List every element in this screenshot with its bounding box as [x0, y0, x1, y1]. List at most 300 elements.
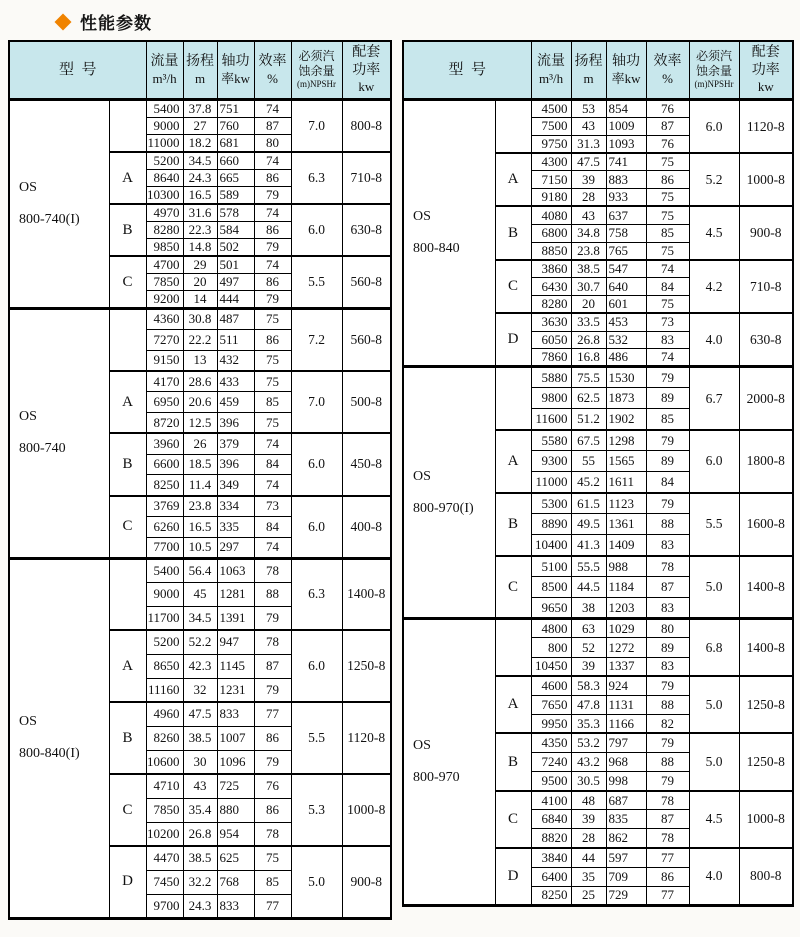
efficiency-cell: 74	[254, 256, 291, 274]
rated-power-cell: 800-8	[342, 100, 391, 153]
rated-power-cell: 400-8	[342, 496, 391, 558]
efficiency-cell: 79	[254, 187, 291, 205]
head-cell: 35.3	[571, 714, 606, 733]
flow-cell: 9200	[146, 291, 183, 309]
shaft-power-cell: 637	[606, 206, 646, 224]
npsh-cell: 7.2	[291, 309, 342, 371]
model-line: 800-740	[19, 441, 66, 457]
flow-cell: 4170	[146, 371, 183, 392]
variant-cell: D	[109, 846, 146, 918]
head-cell: 42.3	[183, 654, 217, 678]
model-cell	[403, 367, 495, 619]
head-cell: 24.3	[183, 894, 217, 918]
model-cell	[9, 558, 109, 918]
shaft-power-cell: 1281	[217, 582, 254, 606]
head-cell: 18.5	[183, 454, 217, 475]
shaft-power-cell: 1272	[606, 638, 646, 657]
shaft-power-cell: 709	[606, 867, 646, 886]
flow-cell: 7500	[531, 118, 571, 136]
efficiency-cell: 75	[254, 846, 291, 870]
rated-power-cell: 710-8	[739, 260, 793, 313]
shaft-power-cell: 835	[606, 810, 646, 829]
rated-power-header: 配套 功率 kw	[739, 41, 793, 100]
rated-power-cell: 900-8	[342, 846, 391, 918]
flow-cell: 4350	[531, 733, 571, 752]
efficiency-cell: 74	[254, 152, 291, 170]
flow-cell: 7240	[531, 753, 571, 772]
head-cell: 62.5	[571, 388, 606, 409]
variant-cell	[495, 619, 531, 676]
rated-power-cell: 560-8	[342, 309, 391, 371]
flow-cell: 11000	[146, 135, 183, 153]
efficiency-cell: 75	[646, 189, 689, 207]
shaft-power-cell: 1337	[606, 657, 646, 676]
table-row	[403, 619, 793, 638]
table-row	[403, 367, 793, 388]
npsh-cell: 6.0	[689, 100, 739, 154]
head-cell: 31.6	[183, 204, 217, 222]
flow-cell: 6400	[531, 867, 571, 886]
head-cell: 38.5	[183, 846, 217, 870]
head-cell: 44.5	[571, 577, 606, 598]
efficiency-header: 效率 %	[254, 41, 291, 100]
head-cell: 55	[571, 451, 606, 472]
head-cell: 52.2	[183, 630, 217, 654]
section-title	[57, 9, 152, 34]
flow-cell: 5580	[531, 430, 571, 451]
npsh-cell: 5.0	[291, 846, 342, 918]
flow-cell: 4700	[146, 256, 183, 274]
shaft-power-cell: 379	[217, 433, 254, 454]
variant-cell: D	[495, 848, 531, 905]
head-cell: 30.8	[183, 309, 217, 330]
head-cell: 43	[183, 774, 217, 798]
head-cell: 39	[571, 171, 606, 189]
efficiency-cell: 79	[646, 772, 689, 791]
variant-cell: C	[495, 260, 531, 313]
npsh-cell: 5.3	[291, 774, 342, 846]
variant-cell: A	[109, 630, 146, 702]
efficiency-cell: 87	[646, 810, 689, 829]
flow-cell: 3860	[531, 260, 571, 278]
flow-cell: 6430	[531, 278, 571, 296]
head-cell: 32.2	[183, 870, 217, 894]
head-cell: 16.5	[183, 187, 217, 205]
efficiency-cell: 87	[254, 654, 291, 678]
head-cell: 26	[183, 433, 217, 454]
shaft-power-cell: 1409	[606, 535, 646, 556]
npsh-header: 必须汽 蚀余量 (m)NPSHr	[689, 41, 739, 100]
efficiency-cell: 82	[646, 714, 689, 733]
flow-cell: 4710	[146, 774, 183, 798]
model-line: OS	[413, 737, 431, 753]
efficiency-cell: 78	[254, 822, 291, 846]
model-line: 800-970	[413, 770, 460, 786]
flow-cell: 8820	[531, 829, 571, 848]
flow-cell: 8280	[146, 222, 183, 239]
shaft-power-cell: 601	[606, 295, 646, 313]
head-cell: 56.4	[183, 558, 217, 582]
head-cell: 26.8	[183, 822, 217, 846]
shaft-power-cell: 502	[217, 239, 254, 257]
shaft-power-cell: 947	[217, 630, 254, 654]
efficiency-cell: 83	[646, 331, 689, 349]
flow-cell: 4360	[146, 309, 183, 330]
model-cell	[403, 100, 495, 367]
shaft-power-cell: 687	[606, 791, 646, 810]
head-cell: 63	[571, 619, 606, 638]
flow-cell: 4100	[531, 791, 571, 810]
npsh-cell: 4.5	[689, 206, 739, 259]
efficiency-cell: 80	[646, 619, 689, 638]
head-cell: 14	[183, 291, 217, 309]
flow-cell: 8720	[146, 412, 183, 433]
flow-cell: 10300	[146, 187, 183, 205]
head-cell: 53	[571, 100, 606, 118]
variant-cell	[109, 309, 146, 371]
shaft-power-cell: 1902	[606, 409, 646, 430]
head-cell: 47.5	[571, 153, 606, 171]
efficiency-cell: 79	[254, 678, 291, 702]
flow-cell: 5200	[146, 630, 183, 654]
shaft-power-cell: 660	[217, 152, 254, 170]
efficiency-cell: 89	[646, 388, 689, 409]
head-cell: 13	[183, 350, 217, 371]
shaft-power-cell: 833	[217, 702, 254, 726]
shaft-power-cell: 1391	[217, 606, 254, 630]
efficiency-cell: 78	[254, 558, 291, 582]
flow-cell: 8250	[146, 475, 183, 496]
shaft-power-cell: 1145	[217, 654, 254, 678]
shaft-power-cell: 396	[217, 454, 254, 475]
head-cell: 43.2	[571, 753, 606, 772]
head-cell: 49.5	[571, 514, 606, 535]
shaft-power-cell: 1873	[606, 388, 646, 409]
efficiency-cell: 86	[254, 222, 291, 239]
rated-power-cell: 1400-8	[739, 619, 793, 676]
flow-cell: 9500	[531, 772, 571, 791]
efficiency-cell: 86	[254, 798, 291, 822]
head-cell: 75.5	[571, 367, 606, 388]
head-cell: 23.8	[183, 496, 217, 517]
efficiency-cell: 88	[646, 695, 689, 714]
head-cell: 11.4	[183, 475, 217, 496]
variant-cell: B	[495, 733, 531, 790]
efficiency-cell: 89	[646, 451, 689, 472]
npsh-cell: 6.7	[689, 367, 739, 430]
shaft-power-cell: 486	[606, 349, 646, 367]
head-cell: 39	[571, 657, 606, 676]
head-cell: 28	[571, 189, 606, 207]
npsh-cell: 7.0	[291, 371, 342, 433]
flow-cell: 4300	[531, 153, 571, 171]
head-cell: 28.6	[183, 371, 217, 392]
shaft-power-cell: 1063	[217, 558, 254, 582]
head-cell: 25	[571, 886, 606, 905]
model-header: 型 号	[403, 41, 531, 100]
efficiency-cell: 79	[254, 750, 291, 774]
npsh-cell: 6.0	[291, 433, 342, 495]
shaft-power-cell: 741	[606, 153, 646, 171]
efficiency-cell: 77	[646, 848, 689, 867]
model-line: OS	[19, 179, 37, 195]
flow-cell: 11000	[531, 472, 571, 493]
head-cell: 38.5	[571, 260, 606, 278]
shaft-power-cell: 665	[217, 170, 254, 187]
head-cell: 22.2	[183, 329, 217, 350]
performance-table-left	[8, 40, 392, 920]
npsh-cell: 5.0	[689, 733, 739, 790]
shaft-power-cell: 833	[217, 894, 254, 918]
model-header: 型 号	[9, 41, 146, 100]
npsh-cell: 6.3	[291, 558, 342, 630]
shaft-power-cell: 501	[217, 256, 254, 274]
efficiency-cell: 77	[254, 702, 291, 726]
efficiency-cell: 73	[646, 313, 689, 331]
shaft-power-cell: 880	[217, 798, 254, 822]
head-cell: 41.3	[571, 535, 606, 556]
head-cell: 18.2	[183, 135, 217, 153]
efficiency-cell: 79	[254, 239, 291, 257]
npsh-cell: 5.5	[689, 493, 739, 556]
flow-cell: 6260	[146, 516, 183, 537]
head-cell: 34.8	[571, 224, 606, 242]
efficiency-cell: 88	[254, 582, 291, 606]
variant-cell: B	[109, 702, 146, 774]
flow-cell: 6050	[531, 331, 571, 349]
shaft-power-cell: 1611	[606, 472, 646, 493]
head-cell: 20	[183, 274, 217, 291]
shaft-power-cell: 640	[606, 278, 646, 296]
head-header: 扬程 m	[571, 41, 606, 100]
rated-power-cell: 560-8	[342, 256, 391, 309]
head-cell: 16.8	[571, 349, 606, 367]
flow-header: 流量 m³/h	[146, 41, 183, 100]
rated-power-cell: 1250-8	[739, 733, 793, 790]
shaft-power-cell: 1166	[606, 714, 646, 733]
efficiency-cell: 74	[254, 537, 291, 558]
shaft-power-cell: 497	[217, 274, 254, 291]
efficiency-cell: 84	[254, 516, 291, 537]
flow-cell: 4800	[531, 619, 571, 638]
efficiency-cell: 79	[646, 367, 689, 388]
efficiency-cell: 78	[646, 791, 689, 810]
npsh-cell: 5.5	[291, 702, 342, 774]
efficiency-cell: 77	[646, 886, 689, 905]
rated-power-cell: 1400-8	[739, 556, 793, 619]
efficiency-cell: 83	[646, 535, 689, 556]
shaft-power-cell: 1298	[606, 430, 646, 451]
shaft-power-cell: 751	[217, 100, 254, 118]
head-cell: 30	[183, 750, 217, 774]
head-cell: 24.3	[183, 170, 217, 187]
efficiency-cell: 79	[254, 291, 291, 309]
variant-cell: C	[495, 791, 531, 848]
efficiency-cell: 75	[254, 412, 291, 433]
variant-cell: D	[495, 313, 531, 367]
flow-cell: 4080	[531, 206, 571, 224]
flow-cell: 7850	[146, 274, 183, 291]
npsh-cell: 6.3	[291, 152, 342, 204]
variant-cell: B	[495, 493, 531, 556]
shaft-power-cell: 729	[606, 886, 646, 905]
rated-power-cell: 630-8	[739, 313, 793, 367]
flow-cell: 4470	[146, 846, 183, 870]
head-cell: 10.5	[183, 537, 217, 558]
shaft-power-cell: 954	[217, 822, 254, 846]
head-cell: 58.3	[571, 676, 606, 695]
shaft-power-cell: 1184	[606, 577, 646, 598]
efficiency-cell: 76	[254, 774, 291, 798]
variant-cell: B	[495, 206, 531, 259]
head-cell: 29	[183, 256, 217, 274]
variant-cell: B	[109, 433, 146, 495]
head-cell: 43	[571, 206, 606, 224]
flow-cell: 11600	[531, 409, 571, 430]
variant-cell: A	[109, 371, 146, 433]
head-cell: 33.5	[571, 313, 606, 331]
efficiency-cell: 75	[646, 242, 689, 260]
npsh-cell: 5.0	[689, 556, 739, 619]
flow-cell: 800	[531, 638, 571, 657]
shaft-power-cell: 1131	[606, 695, 646, 714]
flow-cell: 9850	[146, 239, 183, 257]
shaft-power-cell: 459	[217, 392, 254, 413]
efficiency-cell: 88	[646, 753, 689, 772]
efficiency-cell: 86	[254, 274, 291, 291]
flow-cell: 5100	[531, 556, 571, 577]
efficiency-cell: 87	[254, 118, 291, 135]
flow-cell: 10450	[531, 657, 571, 676]
rated-power-cell: 1000-8	[342, 774, 391, 846]
flow-cell: 7700	[146, 537, 183, 558]
efficiency-cell: 84	[254, 454, 291, 475]
head-cell: 51.2	[571, 409, 606, 430]
shaft-power-cell: 453	[606, 313, 646, 331]
rated-power-cell: 710-8	[342, 152, 391, 204]
head-cell: 16.5	[183, 516, 217, 537]
model-line: 800-840	[413, 241, 460, 257]
shaft-power-cell: 1096	[217, 750, 254, 774]
variant-cell	[495, 100, 531, 154]
head-header: 扬程 m	[183, 41, 217, 100]
shaft-power-cell: 578	[217, 204, 254, 222]
flow-cell: 7850	[146, 798, 183, 822]
efficiency-cell: 75	[646, 153, 689, 171]
shaft-power-cell: 768	[217, 870, 254, 894]
flow-cell: 7150	[531, 171, 571, 189]
efficiency-cell: 80	[254, 135, 291, 153]
model-line: OS	[19, 409, 37, 425]
shaft-power-cell: 511	[217, 329, 254, 350]
efficiency-cell: 75	[646, 206, 689, 224]
efficiency-cell: 87	[646, 118, 689, 136]
head-cell: 53.2	[571, 733, 606, 752]
flow-cell: 8260	[146, 726, 183, 750]
variant-cell	[109, 558, 146, 630]
efficiency-cell: 79	[646, 733, 689, 752]
head-cell: 14.8	[183, 239, 217, 257]
shaft-power-header: 轴功 率kw	[606, 41, 646, 100]
shaft-power-cell: 532	[606, 331, 646, 349]
efficiency-cell: 75	[646, 295, 689, 313]
flow-cell: 9300	[531, 451, 571, 472]
flow-cell: 9000	[146, 582, 183, 606]
rated-power-cell: 1120-8	[342, 702, 391, 774]
head-cell: 23.8	[571, 242, 606, 260]
variant-cell	[495, 367, 531, 430]
flow-cell: 4600	[531, 676, 571, 695]
flow-cell: 8850	[531, 242, 571, 260]
head-cell: 44	[571, 848, 606, 867]
flow-cell: 10200	[146, 822, 183, 846]
rated-power-cell: 800-8	[739, 848, 793, 905]
rated-power-cell: 1600-8	[739, 493, 793, 556]
flow-cell: 3960	[146, 433, 183, 454]
flow-cell: 9650	[531, 598, 571, 619]
flow-cell: 6840	[531, 810, 571, 829]
efficiency-cell: 78	[646, 829, 689, 848]
head-cell: 38	[571, 598, 606, 619]
head-cell: 67.5	[571, 430, 606, 451]
shaft-power-cell: 547	[606, 260, 646, 278]
flow-cell: 9000	[146, 118, 183, 135]
head-cell: 35	[571, 867, 606, 886]
flow-cell: 10600	[146, 750, 183, 774]
rated-power-cell: 1250-8	[739, 676, 793, 733]
shaft-power-cell: 988	[606, 556, 646, 577]
performance-table-right	[402, 40, 794, 907]
efficiency-cell: 75	[254, 350, 291, 371]
efficiency-cell: 74	[646, 349, 689, 367]
head-cell: 48	[571, 791, 606, 810]
flow-cell: 3769	[146, 496, 183, 517]
rated-power-cell: 1400-8	[342, 558, 391, 630]
model-line: 800-740(I)	[19, 212, 80, 227]
table-row	[403, 100, 793, 118]
efficiency-cell: 84	[646, 278, 689, 296]
variant-cell: A	[109, 152, 146, 204]
efficiency-cell: 88	[646, 514, 689, 535]
efficiency-cell: 79	[646, 430, 689, 451]
table-row	[9, 100, 391, 118]
shaft-power-cell: 998	[606, 772, 646, 791]
flow-cell: 9180	[531, 189, 571, 207]
efficiency-cell: 74	[254, 100, 291, 118]
flow-cell: 7270	[146, 329, 183, 350]
efficiency-cell: 77	[254, 894, 291, 918]
flow-cell: 8250	[531, 886, 571, 905]
npsh-cell: 4.0	[689, 848, 739, 905]
npsh-cell: 6.0	[291, 204, 342, 256]
flow-cell: 3840	[531, 848, 571, 867]
efficiency-cell: 75	[254, 309, 291, 330]
shaft-power-cell: 432	[217, 350, 254, 371]
variant-cell: C	[109, 496, 146, 558]
head-cell: 61.5	[571, 493, 606, 514]
flow-cell: 11160	[146, 678, 183, 702]
head-cell: 45.2	[571, 472, 606, 493]
rated-power-cell: 500-8	[342, 371, 391, 433]
npsh-cell: 4.5	[689, 791, 739, 848]
variant-cell: C	[495, 556, 531, 619]
shaft-power-cell: 589	[217, 187, 254, 205]
efficiency-cell: 89	[646, 638, 689, 657]
shaft-power-cell: 1203	[606, 598, 646, 619]
model-cell	[9, 309, 109, 559]
shaft-power-cell: 862	[606, 829, 646, 848]
npsh-cell: 5.0	[689, 676, 739, 733]
